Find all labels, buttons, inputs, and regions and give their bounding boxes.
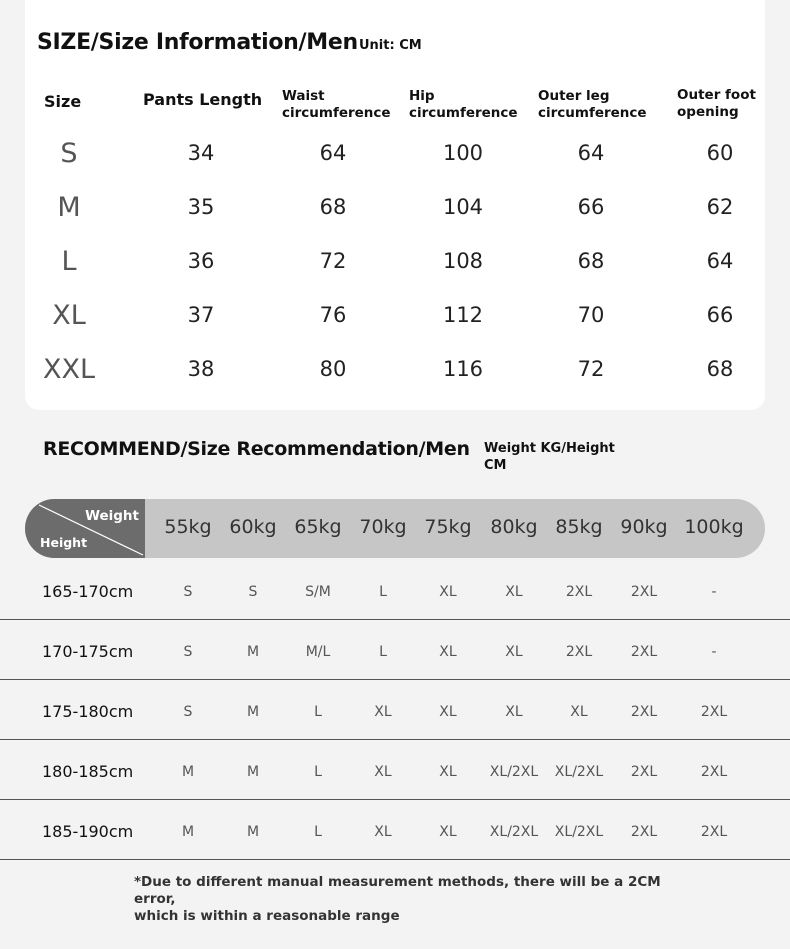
outer-leg-value: 64 [577,141,605,165]
size-letter: XXL [42,354,96,385]
weight-col-header: 65kg [294,516,342,538]
size-cell: M [181,824,195,840]
size-cell: XL [505,644,523,660]
weight-height-corner [25,499,145,558]
outer-leg-value: 68 [577,249,605,273]
size-cell: M [246,764,260,780]
size-cell: XL [505,584,523,600]
size-cell: M [181,764,195,780]
size-cell: XL [505,704,523,720]
size-cell: L [314,764,322,780]
weight-col-header: 85kg [555,516,603,538]
weight-col-header: 100kg [684,516,744,538]
outer-foot-value: 60 [706,141,734,165]
size-cell: M [246,644,260,660]
row-divider [0,619,790,620]
size-cell: 2XL [630,824,658,840]
size-cell: 2XL [630,644,658,660]
size-cell: M [246,824,260,840]
size-cell: 2XL [700,704,728,720]
pants-length-value: 35 [187,195,215,219]
hip-value: 108 [442,249,484,273]
size-cell: 2XL [700,764,728,780]
hip-value: 104 [442,195,484,219]
size-cell: L [314,704,322,720]
pants-length-value: 36 [187,249,215,273]
size-cell: S [183,584,193,600]
outer-foot-value: 62 [706,195,734,219]
size-cell: XL/2XL [554,764,604,780]
waist-value: 80 [319,357,347,381]
pants-length-value: 34 [187,141,215,165]
header-hip: Hip circumference [409,88,518,121]
pants-length-value: 38 [187,357,215,381]
size-cell: L [379,584,387,600]
size-cell: XL [439,644,457,660]
size-cell: L [379,644,387,660]
size-cell: - [711,584,717,600]
size-cell: XL/2XL [554,824,604,840]
size-letter: XL [52,300,86,331]
hip-value: 116 [442,357,484,381]
waist-value: 68 [319,195,347,219]
size-cell: - [711,644,717,660]
size-cell: XL [439,824,457,840]
height-range: 175-180cm [42,702,134,721]
header-size: Size [44,92,82,111]
size-cell: S/M [305,584,331,600]
header-outer-foot: Outer foot opening [677,87,756,120]
size-cell: XL [439,704,457,720]
size-cell: 2XL [630,704,658,720]
size-cell: 2XL [630,584,658,600]
size-cell: XL [374,764,392,780]
waist-value: 72 [319,249,347,273]
size-cell: 2XL [565,584,593,600]
size-info-card [25,0,765,410]
height-range: 170-175cm [42,642,134,661]
size-letter: S [60,138,78,169]
row-divider [0,799,790,800]
size-letter: L [61,246,77,277]
pants-length-value: 37 [187,303,215,327]
corner-height-label: Height [40,535,88,550]
header-waist: Waist circumference [282,88,391,121]
header-outer-leg: Outer leg circumference [538,88,647,121]
outer-leg-value: 72 [577,357,605,381]
size-cell: 2XL [630,764,658,780]
recommend-unit: Weight KG/Height CM [484,441,615,473]
size-cell: XL/2XL [489,824,539,840]
hip-value: 112 [442,303,484,327]
row-divider [0,859,790,860]
size-cell: M/L [305,644,331,660]
size-cell: XL [439,584,457,600]
outer-foot-value: 66 [706,303,734,327]
weight-col-header: 55kg [164,516,212,538]
weight-col-header: 60kg [229,516,277,538]
size-cell: XL/2XL [489,764,539,780]
size-cell: M [246,704,260,720]
outer-foot-value: 68 [706,357,734,381]
size-cell: S [183,644,193,660]
size-cell: S [248,584,258,600]
weight-col-header: 80kg [490,516,538,538]
size-cell: XL [439,764,457,780]
corner-weight-label: Weight [85,508,139,524]
header-pants-length: Pants Length [143,90,263,109]
outer-foot-value: 64 [706,249,734,273]
size-cell: 2XL [700,824,728,840]
size-cell: XL [570,704,588,720]
height-range: 165-170cm [42,582,134,601]
size-cell: 2XL [565,644,593,660]
height-range: 180-185cm [42,762,134,781]
size-letter: M [57,192,81,223]
waist-value: 64 [319,141,347,165]
weight-col-header: 90kg [620,516,668,538]
recommend-title: RECOMMEND/Size Recommendation/Men [43,438,470,460]
row-divider [0,679,790,680]
waist-value: 76 [319,303,347,327]
hip-value: 100 [442,141,484,165]
measurement-note: *Due to different manual measurement methods, there will be a 2CM error, which is within a reasonable range [134,874,661,924]
weight-col-header: 70kg [359,516,407,538]
outer-leg-value: 70 [577,303,605,327]
size-info-title: SIZE/Size Information/Men [37,30,358,55]
row-divider [0,739,790,740]
weight-header-band [25,499,765,558]
height-range: 185-190cm [42,822,134,841]
outer-leg-value: 66 [577,195,605,219]
size-cell: XL [374,824,392,840]
size-cell: L [314,824,322,840]
size-info-unit: Unit: CM [359,38,422,53]
size-cell: XL [374,704,392,720]
weight-col-header: 75kg [424,516,472,538]
size-cell: S [183,704,193,720]
